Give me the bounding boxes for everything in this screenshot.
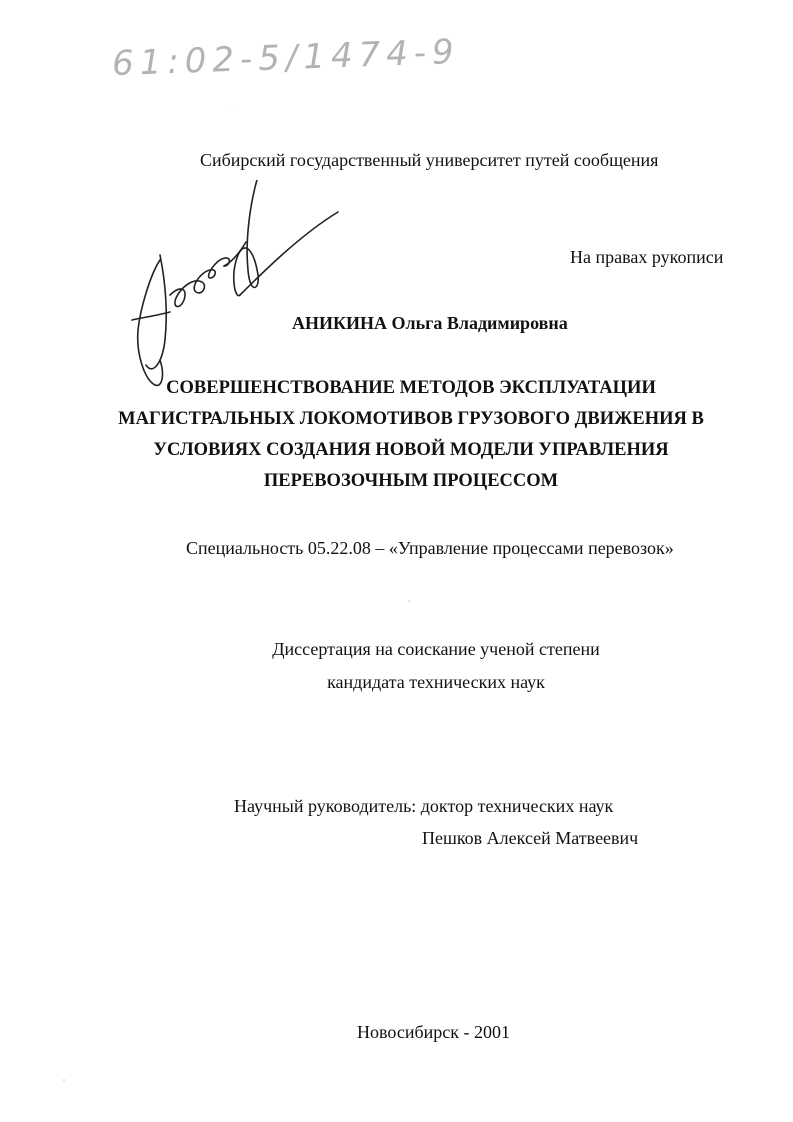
signature-mark [110, 180, 370, 400]
handwritten-archive-code: 61:02-5/1474-9 [111, 31, 461, 85]
manuscript-rights-note: На правах рукописи [570, 247, 724, 267]
degree-statement [236, 633, 636, 699]
degree-statement-line2: кандидата технических наук [327, 672, 545, 692]
degree-statement-line1: Диссертация на соискание ученой степени [272, 639, 600, 659]
specialty-line: Специальность 05.22.08 – «Управление процессами перевозок» [186, 538, 674, 558]
title-line: СОВЕРШЕНСТВОВАНИЕ МЕТОДОВ ЭКСПЛУАТАЦИИ [166, 378, 656, 398]
title-line: УСЛОВИЯХ СОЗДАНИЯ НОВОЙ МОДЕЛИ УПРАВЛЕНИЯ [153, 440, 669, 460]
supervisor-name: Пешков Алексей Матвеевич [422, 828, 639, 848]
city-and-year: Новосибирск - 2001 [357, 1022, 510, 1042]
university-name: Сибирский государственный университет путей сообщения [200, 150, 659, 170]
supervisor-label: Научный руководитель: доктор технических наук [234, 796, 614, 816]
author-name: АНИКИНА Ольга Владимировна [292, 313, 568, 333]
title-line: ПЕРЕВОЗОЧНЫМ ПРОЦЕССОМ [263, 471, 559, 491]
dissertation-title [96, 373, 726, 497]
title-line: МАГИСТРАЛЬНЫХ ЛОКОМОТИВОВ ГРУЗОВОГО ДВИЖЕНИЯ В [118, 409, 704, 429]
